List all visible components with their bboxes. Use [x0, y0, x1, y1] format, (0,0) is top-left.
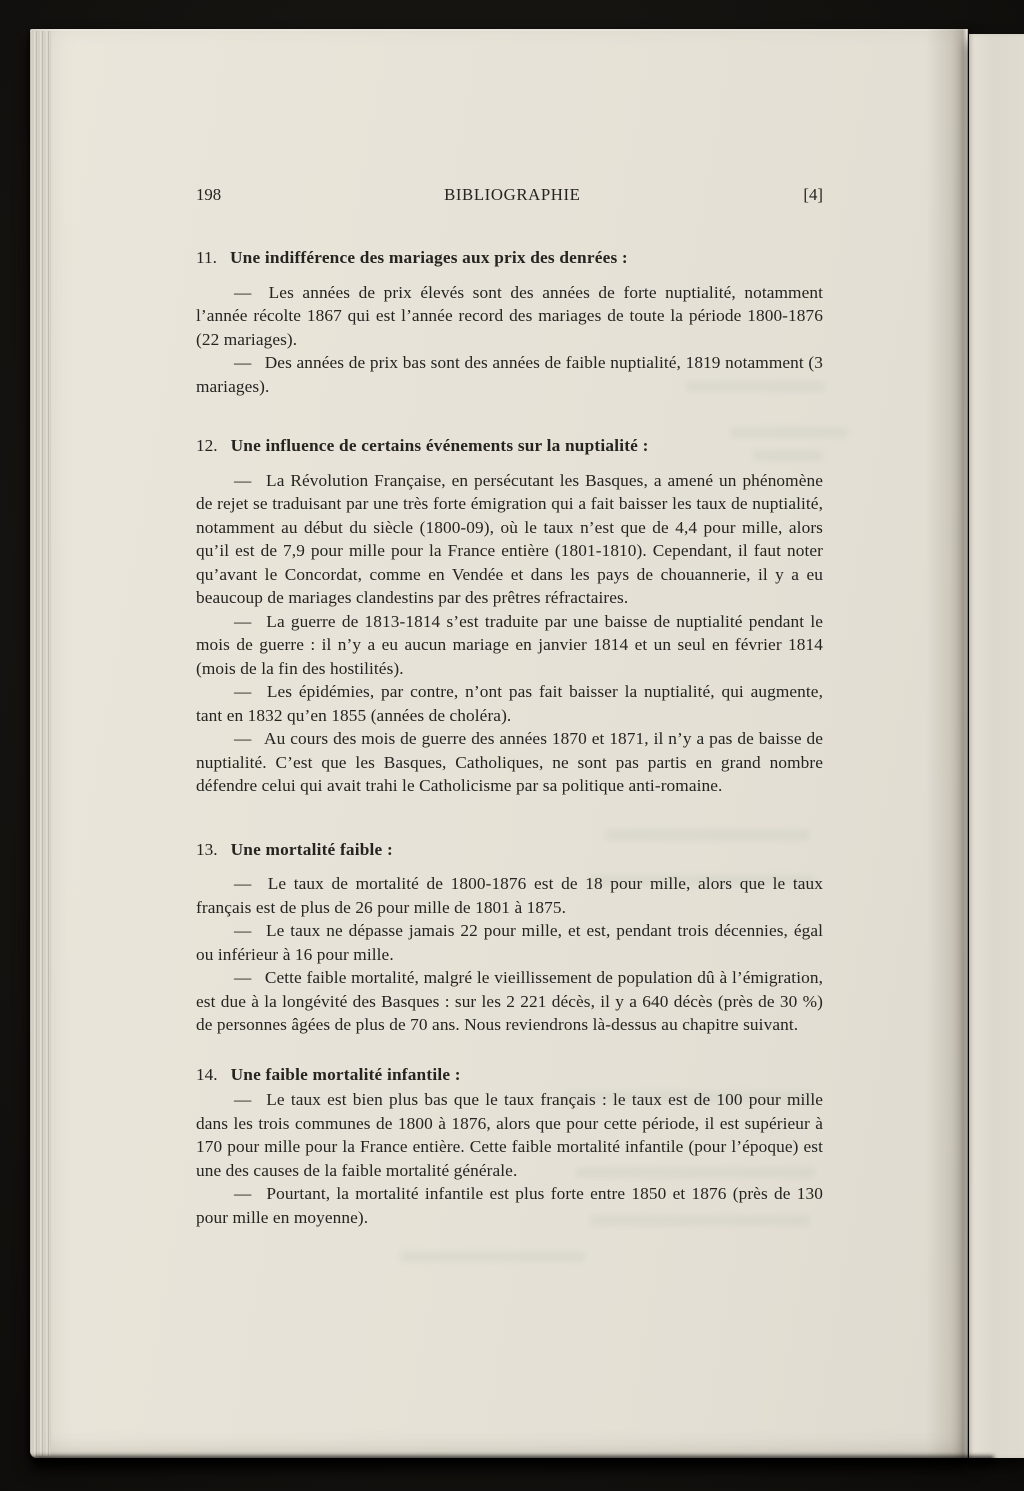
section-number: 12. [196, 436, 218, 455]
page-edge-stack [30, 31, 51, 1456]
page-shadow [34, 1456, 994, 1472]
section-heading [196, 838, 823, 862]
paragraph: — Les années de prix élevés sont des années de forte nuptialité, notamment l’année récolte 1867 qui est l’année record des mariages de toute la période 1800-1876 (22 mariages). [196, 282, 823, 349]
book-page [30, 29, 968, 1458]
facing-page-sliver [969, 34, 1024, 1458]
paragraph: — Cette faible mortalité, malgré le vieillissement de population dû à l’émigration, est due à la longévité des Basques : sur les 2 221 décès, il y a 640 décès (près de 30 %) de personnes âgées de plus de 70 ans. Nous reviendrons là-dessus au chapitre suivant. [196, 968, 823, 1034]
page-showthrough [400, 1251, 585, 1262]
page-header [196, 183, 823, 206]
text-block [196, 29, 823, 1229]
paragraph: — La Révolution Française, en persécutant les Basques, a amené un phénomène de rejet se traduisant par une très forte émigration qui a fait baisser les taux de nuptialité, notamment au début du siècle (1800-09), où le taux n’est que de 4,4 pour mille, alors qu’il est de 7,9 pour mille pour la France entière (1801-1810). Cependant, il faut noter qu’avant le Concordat, comme en Vendée et dans les pays de chouannerie, il y a eu beaucoup de mariages clandestins par des prêtres réfractaires. [196, 470, 823, 607]
section-number: 11. [196, 248, 217, 267]
section-heading [196, 434, 823, 458]
paragraph: — Le taux de mortalité de 1800-1876 est de 18 pour mille, alors que le taux français est de plus de 26 pour mille de 1801 à 1875. [196, 874, 823, 917]
section-number: 14. [196, 1064, 218, 1084]
section-title: Une mortalité faible : [230, 839, 393, 859]
gutter-crease [926, 29, 968, 1458]
paragraph: — Les épidémies, par contre, n’ont pas fait baisser la nuptialité, qui augmente, tant en 1832 qu’en 1855 (années de choléra). [196, 682, 823, 725]
section-title: Une indifférence des mariages aux prix des denrées : [229, 248, 628, 267]
section-heading [196, 1063, 823, 1087]
paragraph: — Pourtant, la mortalité infantile est plus forte entre 1850 et 1876 (près de 130 pour mille en moyenne). [196, 1184, 823, 1227]
section-heading [196, 246, 823, 270]
running-title: BIBLIOGRAPHIE [444, 185, 581, 204]
reference-number: [4] [803, 185, 823, 204]
section-title: Une influence de certains événements sur la nuptialité : [230, 436, 649, 455]
paragraph: — Le taux ne dépasse jamais 22 pour mille, et est, pendant trois décennies, égal ou inférieur à 16 pour mille. [196, 921, 823, 964]
paragraph: — Au cours des mois de guerre des années 1870 et 1871, il n’y a pas de baisse de nuptialité. C’est que les Basques, Catholiques, ne sont pas partis en grand nombre défendre celui qui avait trahi le Catholicisme par sa politique anti-romaine. [196, 729, 823, 795]
paragraph: — La guerre de 1813-1814 s’est traduite par une baisse de nuptialité pendant le mois de guerre : il n’y a eu aucun mariage en janvier 1814 et un seul en février 1814 (mois de la fin des hostilités). [196, 611, 823, 678]
page-number: 198 [196, 185, 222, 204]
section-11 [196, 246, 823, 398]
section-12 [196, 434, 823, 798]
paragraph: — Le taux est bien plus bas que le taux français : le taux est de 100 pour mille dans les trois communes de 1800 à 1876, alors que pour cette période, il est supérieur à 170 pour mille pour la France entière. Cette faible mortalité infantile (pour l’époque) est une des causes de la faible mortalité générale. [196, 1090, 823, 1180]
section-number: 13. [196, 839, 218, 859]
section-14 [196, 1063, 823, 1230]
section-title: Une faible mortalité infantile : [230, 1064, 461, 1084]
paragraph: — Des années de prix bas sont des années de faible nuptialité, 1819 notamment (3 mariages). [196, 353, 823, 396]
section-13 [196, 838, 823, 1037]
